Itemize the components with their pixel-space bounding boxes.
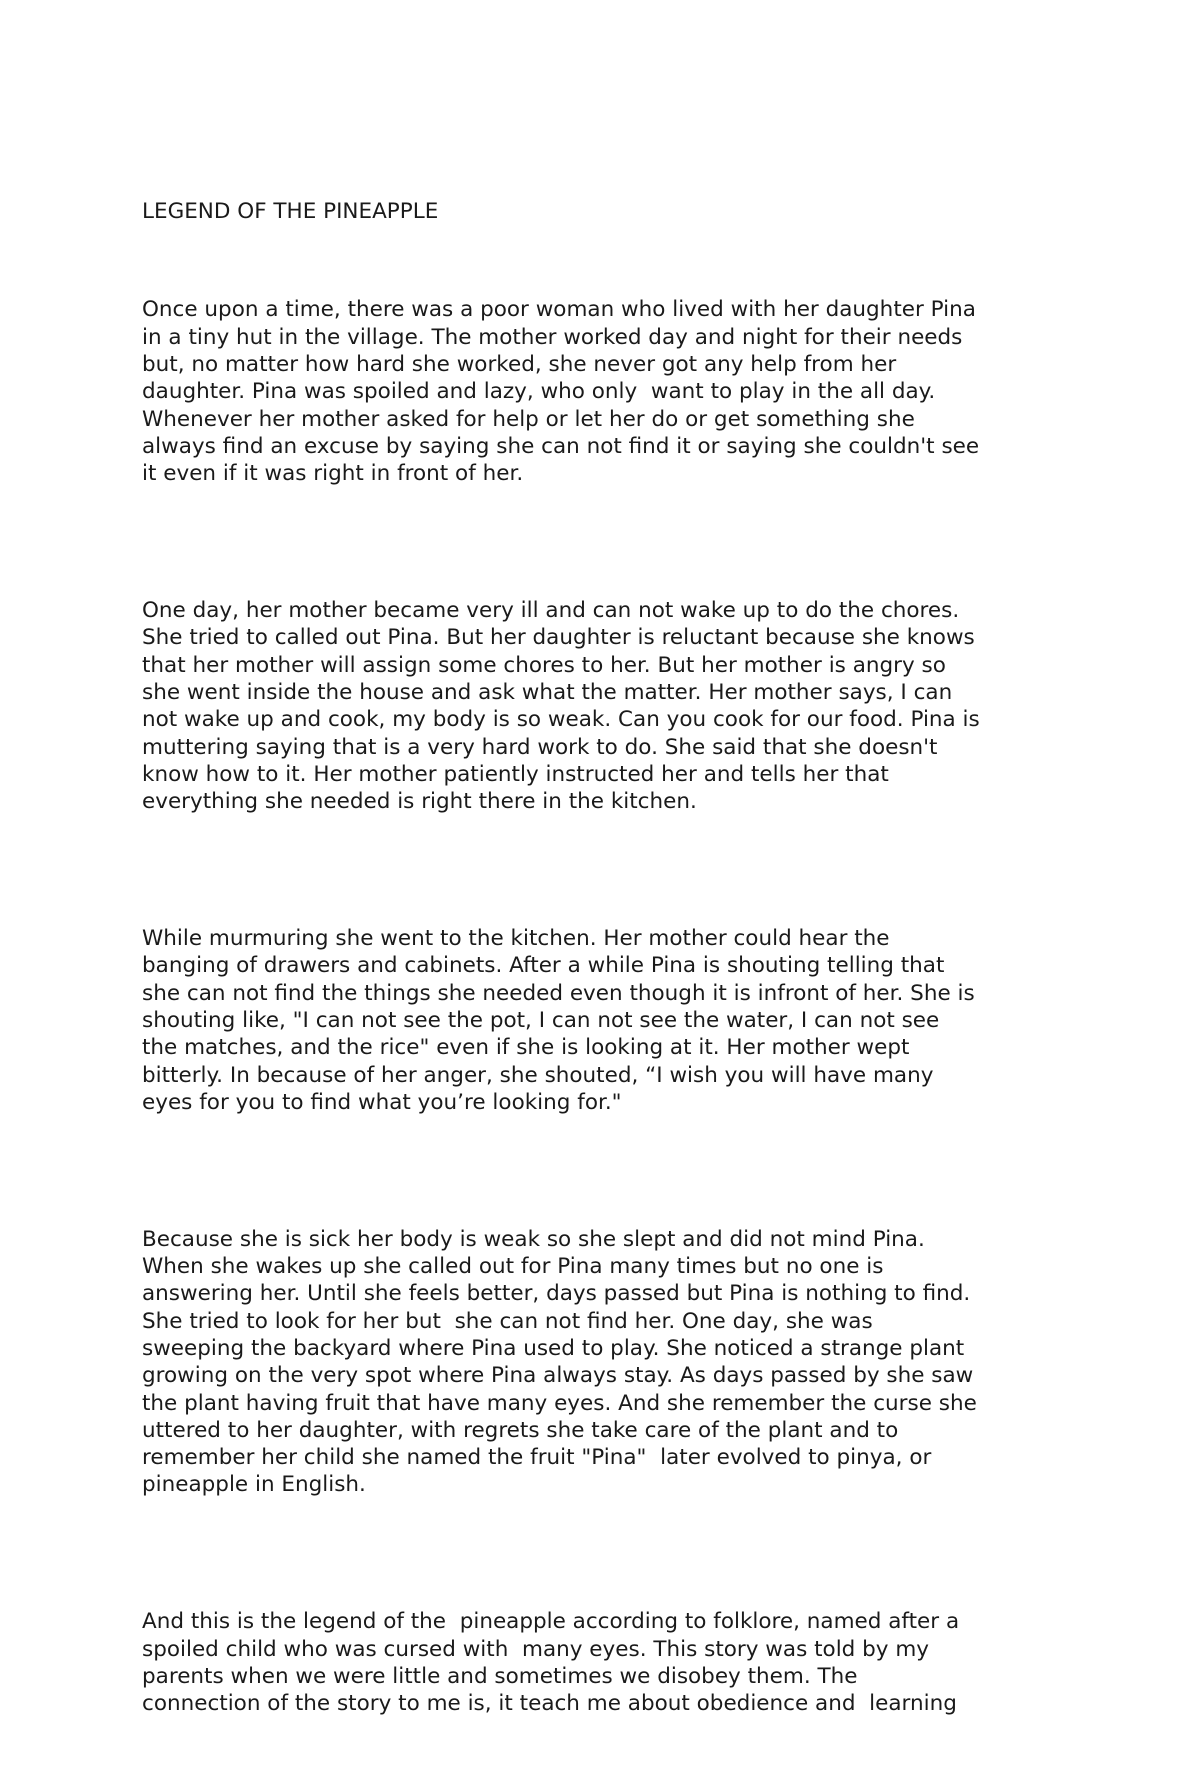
paragraph-2: One day, her mother became very ill and can not wake up to do the chores. She tried to called out Pina. But her daughter is reluctant because she knows that her mother will assign some chores to her. But her mother is angry so she went inside the house and ask what the matter. Her mother says, I can not wake up and cook, my body is so weak. Can you cook for our food. Pina is muttering saying that is a very hard work to do. She said that she doesn't know how to it. Her mother patiently instructed her and tells her that everything she needed is right there in the kitchen.: [142, 598, 980, 815]
document-body: [142, 143, 1072, 1772]
paragraph-5: And this is the legend of the pineapple according to folklore, named after a spoiled child who was cursed with many eyes. This story was told by my parents when we were little and sometimes we disobey them. The connection of the story to me is, it teach me about obedience and learning: [142, 1609, 960, 1717]
paragraph-3: While murmuring she went to the kitchen. Her mother could hear the banging of drawers and cabinets. After a while Pina is shouting telling that she can not find the things she needed even though it is infront of her. She is shouting like, "I can not see the pot, I can not see the water, I can not see the matches, and the rice" even if she is looking at it. Her mother wept bitterly. In because of her anger, she shouted, “I wish you will have many eyes for you to find what you’re looking for.": [142, 926, 975, 1115]
paragraph-4: Because she is sick her body is weak so she slept and did not mind Pina. When she wakes up she called out for Pina many times but no one is answering her. Until she feels better, days passed but Pina is nothing to find. She tried to look for her but she can not find her. One day, she was sweeping the backyard where Pina used to play. She noticed a strange plant growing on the very spot where Pina always stay. As days passed by she saw the plant having fruit that have many eyes. And she remember the curse she uttered to her daughter, with regrets she take care of the plant and to remember her child she named the fruit "Pina" later evolved to pinya, or pineapple in English.: [142, 1226, 977, 1498]
paragraph-1: Once upon a time, there was a poor woman who lived with her daughter Pina in a tiny hut in the village. The mother worked day and night for their needs but, no matter how hard she worked, she never got any help from her daughter. Pina was spoiled and lazy, who only want to play in the all day. Whenever her mother asked for help or let her do or get something she always find an excuse by saying she can not find it or saying she couldn't see it even if it was right in front of her.: [142, 297, 980, 487]
document-title: LEGEND OF THE PINEAPPLE: [142, 198, 439, 224]
